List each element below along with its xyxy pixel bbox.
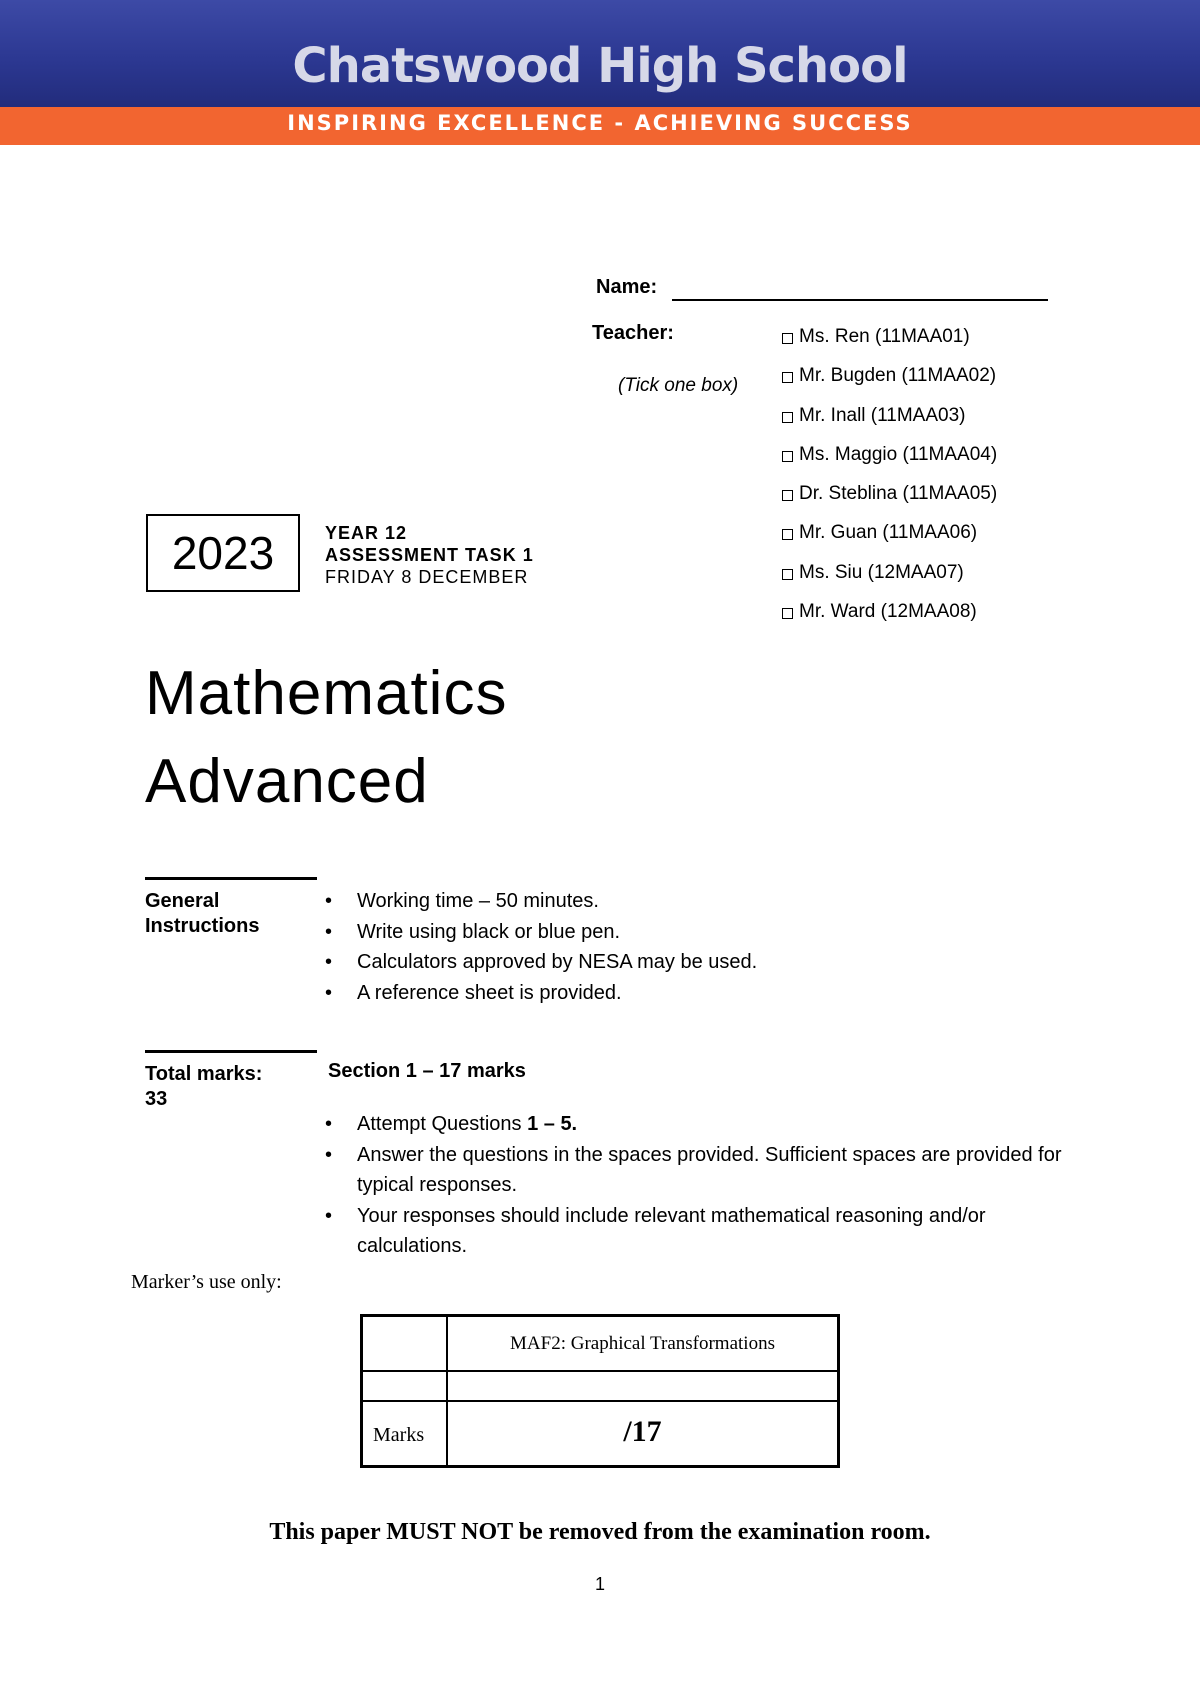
checkbox-icon[interactable]: [782, 372, 793, 383]
list-item: • Your responses should include relevant mathematical reasoning and/or calculations.: [322, 1201, 1067, 1262]
teacher-checklist: [780, 326, 997, 640]
checkbox-icon[interactable]: [782, 412, 793, 423]
checkbox-icon[interactable]: [782, 490, 793, 501]
teacher-option[interactable]: [780, 562, 997, 601]
teacher-option[interactable]: [780, 405, 997, 444]
section-title: Section 1 – 17 marks: [328, 1060, 526, 1082]
exam-year: 2023: [146, 514, 300, 592]
year-level: YEAR 12: [325, 523, 408, 543]
teacher-option[interactable]: [780, 483, 997, 522]
general-instructions-list: [322, 886, 757, 1008]
exam-date: FRIDAY 8 DECEMBER: [325, 567, 529, 587]
list-item: • Answer the questions in the spaces provided. Sufficient spaces are provided for typical responses.: [322, 1140, 1067, 1201]
teacher-label: Teacher:: [592, 322, 674, 344]
checkbox-icon[interactable]: [782, 333, 793, 344]
teacher-option-label: Mr. Ward (12MAA08): [799, 601, 977, 623]
list-item: • Calculators approved by NESA may be used.: [322, 947, 757, 978]
table-divider: [363, 1370, 837, 1372]
attempt-prefix: Attempt Questions: [357, 1113, 528, 1135]
teacher-option[interactable]: [780, 326, 997, 365]
teacher-option-label: Mr. Inall (11MAA03): [799, 404, 966, 426]
list-item: [322, 1109, 1067, 1140]
label-line: General: [145, 890, 220, 912]
task-info: [325, 522, 534, 588]
checkbox-icon[interactable]: [782, 451, 793, 462]
task-name: ASSESSMENT TASK 1: [325, 545, 534, 565]
course-title-line2: Advanced: [145, 747, 429, 816]
total-marks-label: [145, 1062, 262, 1112]
marks-label: Marks: [373, 1424, 425, 1446]
teacher-option[interactable]: [780, 522, 997, 561]
teacher-option-label: Ms. Siu (12MAA07): [799, 561, 964, 583]
total-marks-value: 33: [145, 1088, 168, 1110]
general-instructions-label: [145, 889, 259, 939]
teacher-option-label: Ms. Ren (11MAA01): [799, 326, 970, 347]
section-rule: [145, 877, 317, 880]
page-number: 1: [594, 1574, 605, 1594]
attempt-range: 1 – 5.: [527, 1113, 578, 1135]
name-field-line[interactable]: [672, 299, 1048, 301]
teacher-option[interactable]: [780, 444, 997, 483]
teacher-option-label: Mr. Guan (11MAA06): [799, 522, 978, 544]
label-line: Instructions: [145, 915, 260, 937]
section-rule: [145, 1050, 317, 1053]
list-item: • Working time – 50 minutes.: [322, 886, 757, 917]
label-line: Total marks:: [145, 1063, 263, 1085]
teacher-option-label: Dr. Steblina (11MAA05): [799, 483, 998, 505]
list-item: • Write using black or blue pen.: [322, 917, 757, 948]
course-title: [145, 650, 507, 826]
marker-note: Marker’s use only:: [131, 1271, 282, 1293]
teacher-option-label: Mr. Bugden (11MAA02): [799, 365, 997, 387]
table-divider: [363, 1400, 837, 1402]
school-name: Chatswood High School: [292, 38, 908, 94]
checkbox-icon[interactable]: [782, 608, 793, 619]
teacher-option[interactable]: [780, 601, 997, 640]
list-item: • A reference sheet is provided.: [322, 978, 757, 1009]
checkbox-icon[interactable]: [782, 569, 793, 580]
tick-one-box-note: (Tick one box): [618, 375, 739, 396]
school-motto: INSPIRING EXCELLENCE - ACHIEVING SUCCESS: [287, 111, 913, 135]
teacher-option[interactable]: [780, 365, 997, 404]
teacher-option-label: Ms. Maggio (11MAA04): [799, 443, 998, 465]
marks-value: /17: [623, 1415, 662, 1448]
exam-room-warning: This paper MUST NOT be removed from the examination room.: [269, 1519, 931, 1545]
marker-table: [360, 1314, 840, 1468]
course-title-line1: Mathematics: [145, 659, 508, 728]
checkbox-icon[interactable]: [782, 529, 793, 540]
name-label: Name:: [596, 276, 658, 298]
outcome-label: MAF2: Graphical Transformations: [510, 1333, 775, 1354]
section-instructions-list: [322, 1109, 1067, 1262]
